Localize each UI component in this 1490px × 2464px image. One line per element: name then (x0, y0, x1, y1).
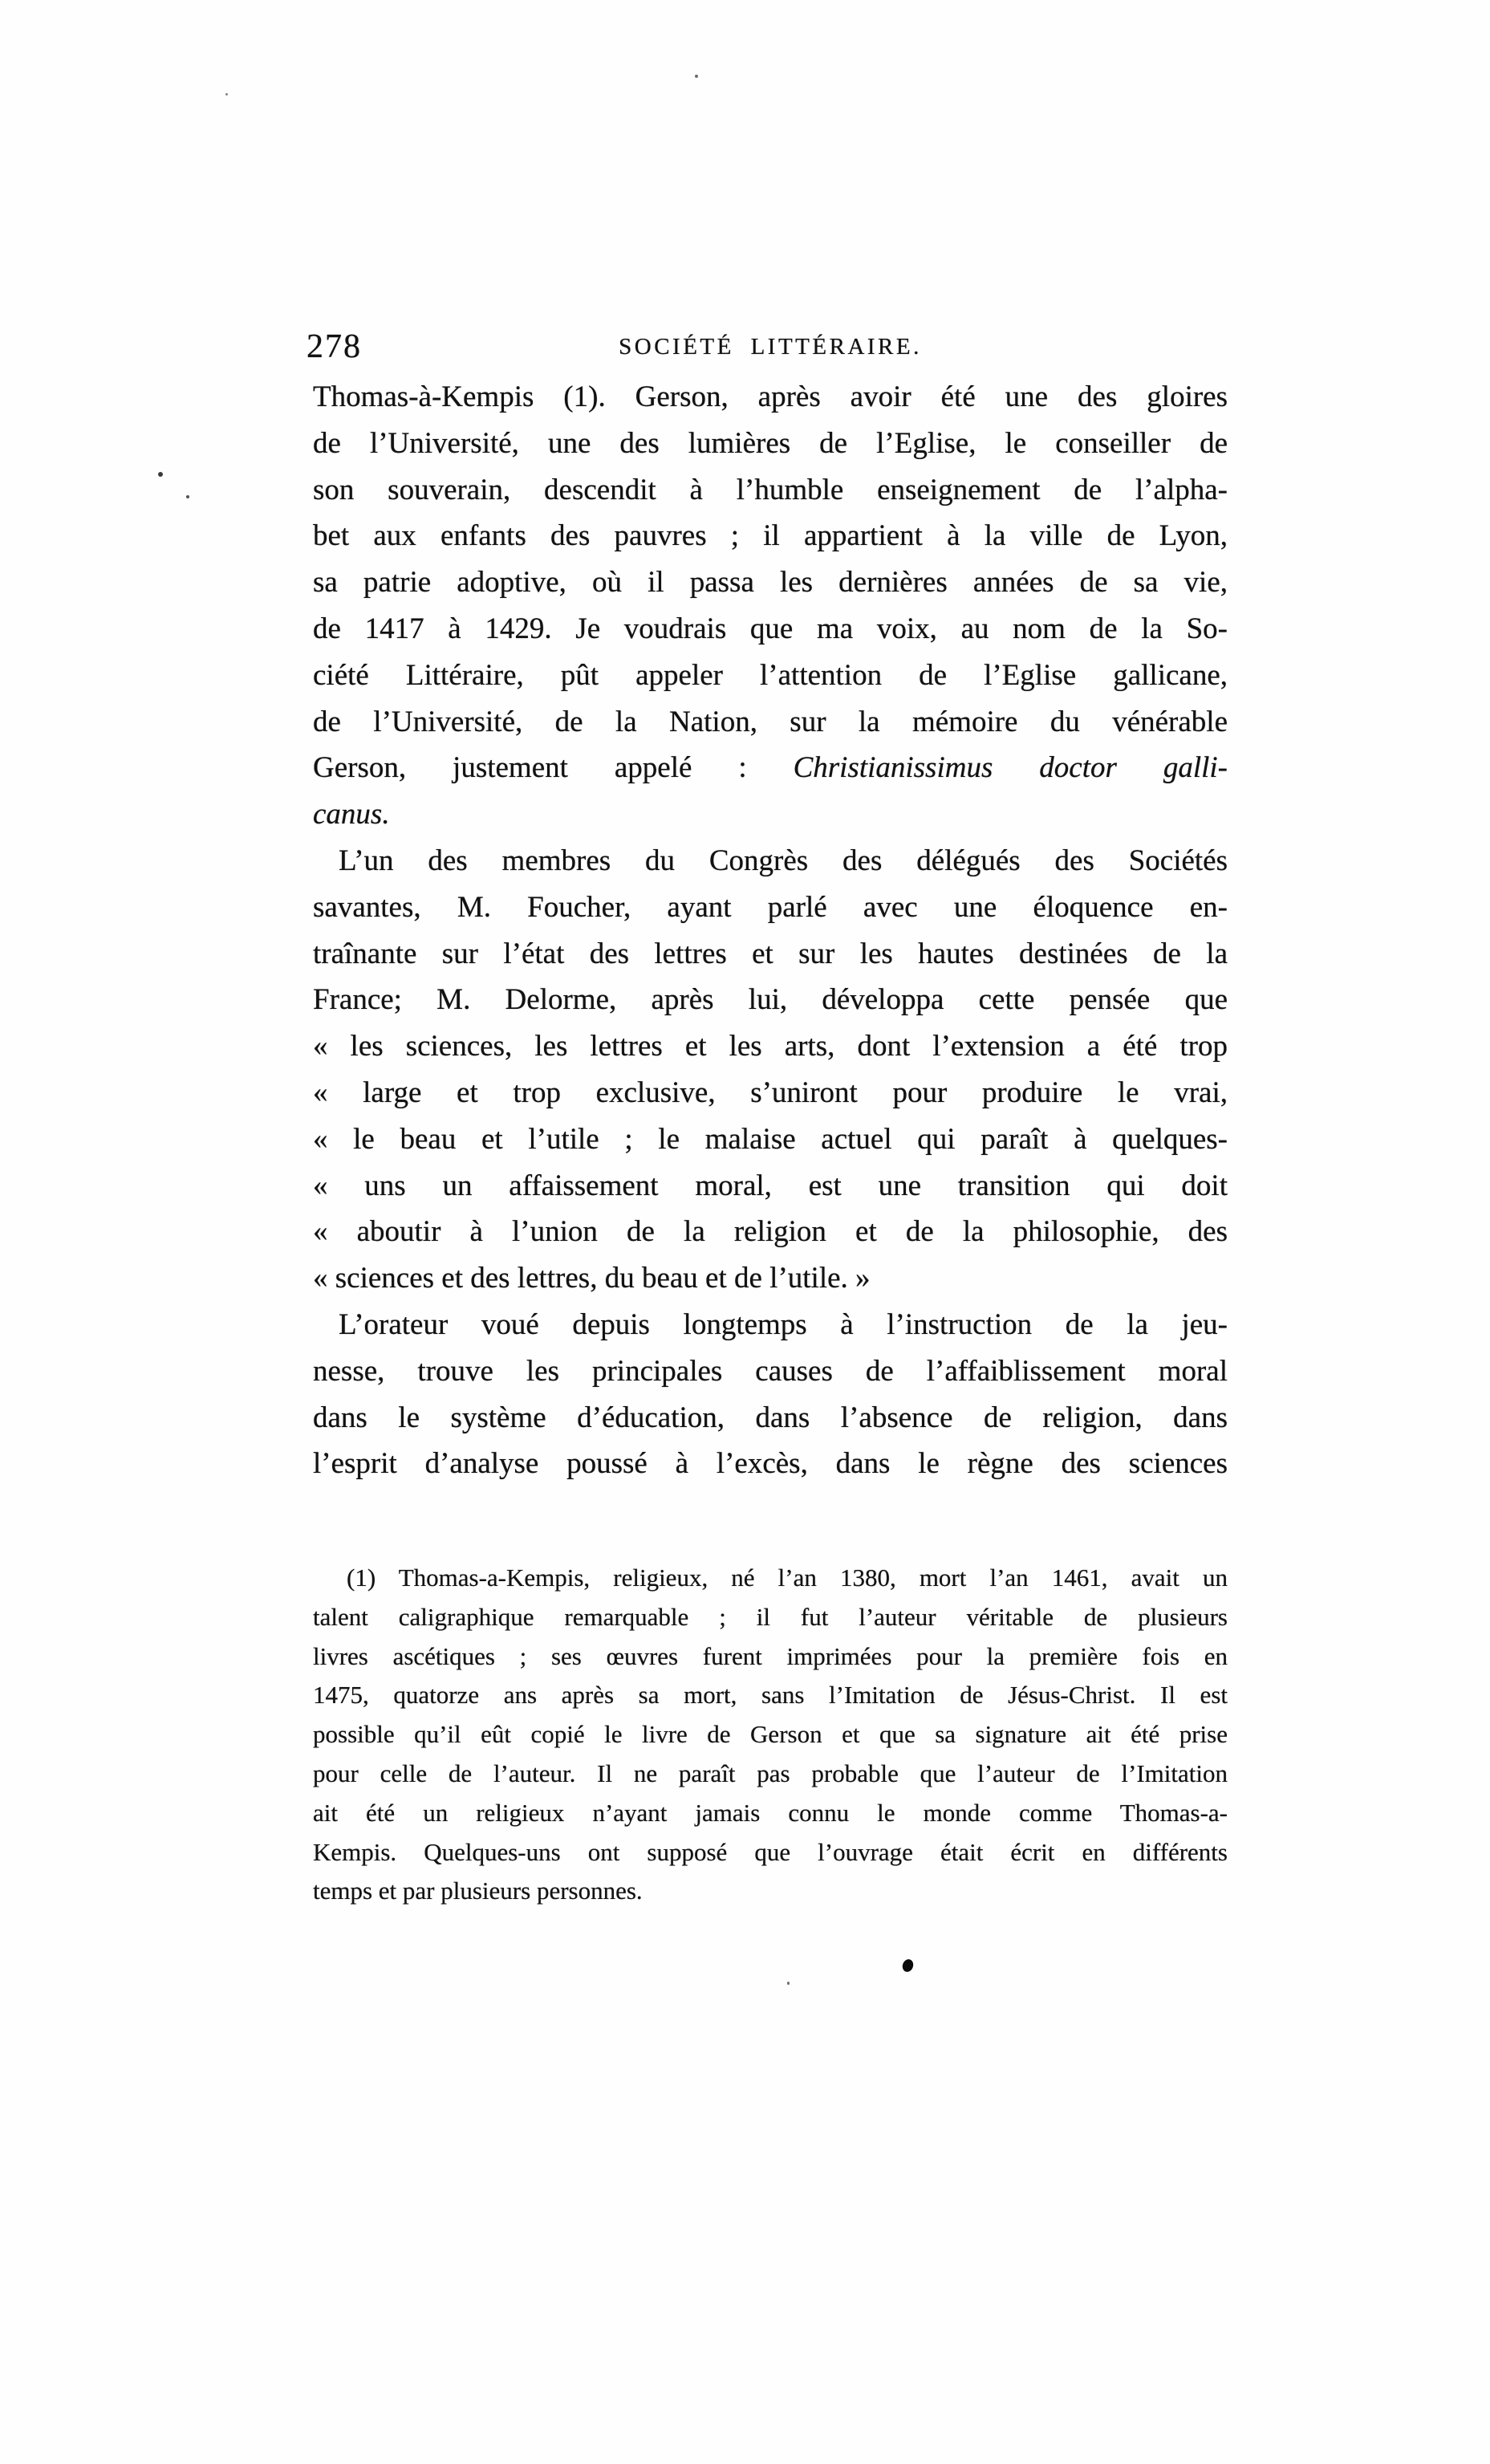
ink-speck (158, 472, 163, 477)
paragraph (313, 838, 1228, 1302)
text-line (313, 1302, 1228, 1348)
text-segment: nesse, trouve les principales causes de l’affaiblissement moral (313, 1354, 1228, 1388)
text-segment: sa patrie adoptive, où il passa les dernières années de sa vie, (313, 566, 1228, 600)
text-segment: Kempis. Quelques-uns ont supposé que l’ouvrage était écrit en différents (313, 1837, 1228, 1866)
text-segment: bet aux enfants des pauvres ; il appartient à la ville de Lyon, (313, 519, 1228, 553)
text-line (313, 1441, 1228, 1487)
text-line (313, 1637, 1228, 1677)
text-segment: talent caligraphique remarquable ; il fut l’auteur véritable de plusieurs (313, 1602, 1228, 1631)
text-line (313, 1255, 1228, 1302)
text-segment: possible qu’il eût copié le livre de Gerson et que sa signature ait été prise (313, 1720, 1228, 1749)
text-line (313, 467, 1228, 514)
ink-speck (695, 75, 698, 78)
text-line (313, 1070, 1228, 1116)
running-title: SOCIÉTÉ LITTÉRAIRE. (619, 334, 922, 360)
text-line (313, 1559, 1228, 1598)
text-segment: 1475, quatorze ans après sa mort, sans l’Imitation de Jésus-Christ. Il est (313, 1681, 1228, 1710)
text-line (313, 374, 1228, 421)
text-segment: temps et par plusieurs personnes. (313, 1876, 643, 1905)
text-segment: livres ascétiques ; ses œuvres furent imprimées pour la première fois en (313, 1641, 1228, 1670)
text-segment: traînante sur l’état des lettres et sur les hautes destinées de la (313, 937, 1228, 970)
text-segment: Gerson, justement appelé : (313, 751, 794, 785)
text-segment: l’esprit d’analyse poussé à l’excès, dans le règne des sciences (313, 1447, 1228, 1481)
text-segment: « uns un affaissement moral, est une transition qui doit (313, 1169, 1228, 1202)
text-segment: son souverain, descendit à l’humble enseignement de l’alpha- (313, 473, 1228, 506)
ink-speck (787, 1982, 790, 1985)
text-line (313, 838, 1228, 884)
text-segment: pour celle de l’auteur. Il ne paraît pas probable que l’auteur de l’Imitation (313, 1759, 1228, 1787)
text-line (313, 1872, 1228, 1911)
text-line (313, 1395, 1228, 1441)
italic-text: canus. (313, 798, 390, 831)
text-line (313, 1023, 1228, 1070)
text-line (313, 1116, 1228, 1163)
text-line (313, 1163, 1228, 1210)
ink-speck (186, 495, 189, 498)
text-segment: « large et trop exclusive, s’uniront pour produire le vrai, (313, 1075, 1228, 1109)
text-line (313, 1348, 1228, 1395)
text-segment: « les sciences, les lettres et les arts, dont l’extension a été trop (313, 1030, 1228, 1063)
ink-speck (225, 93, 228, 96)
ink-speck (901, 1958, 916, 1973)
text-line (313, 513, 1228, 559)
italic-text: Christianissimus doctor galli- (793, 751, 1228, 785)
text-segment: ait été un religieux n’ayant jamais connu le monde comme Thomas-a- (313, 1798, 1228, 1827)
text-line (313, 1715, 1228, 1754)
text-segment: de 1417 à 1429. Je voudrais que ma voix, au nom de la So- (313, 612, 1228, 645)
text-line (313, 1209, 1228, 1255)
text-line (313, 1676, 1228, 1715)
body-text (313, 374, 1228, 1487)
text-line (313, 931, 1228, 978)
text-line (313, 559, 1228, 606)
text-segment: L’orateur voué depuis longtemps à l’instruction de la jeu- (339, 1307, 1228, 1341)
page-header (307, 327, 1228, 369)
text-line (313, 1794, 1228, 1833)
text-line (313, 699, 1228, 746)
text-line (313, 884, 1228, 931)
text-line (313, 791, 1228, 838)
text-line (313, 977, 1228, 1023)
text-segment: dans le système d’éducation, dans l’absence de religion, dans (313, 1401, 1228, 1434)
text-line (313, 653, 1228, 699)
text-line (313, 1598, 1228, 1637)
footnote (313, 1559, 1228, 1911)
text-segment: L’un des membres du Congrès des délégués des Sociétés (339, 844, 1228, 877)
text-segment: Thomas-à-Kempis (1). Gerson, après avoir été une des gloires (313, 380, 1228, 413)
text-segment: « le beau et l’utile ; le malaise actuel qui paraît à quelques- (313, 1122, 1228, 1156)
text-line (313, 421, 1228, 467)
text-segment: savantes, M. Foucher, ayant parlé avec une éloquence en- (313, 890, 1228, 924)
text-segment: ciété Littéraire, pût appeler l’attention de l’Eglise gallicane, (313, 658, 1228, 692)
text-segment: « sciences et des lettres, du beau et de l’utile. » (313, 1262, 871, 1295)
paragraph (313, 374, 1228, 838)
text-segment: de l’Université, une des lumières de l’Eglise, le conseiller de (313, 426, 1228, 460)
text-line (313, 745, 1228, 791)
text-segment: de l’Université, de la Nation, sur la mémoire du vénérable (313, 705, 1228, 738)
text-line (313, 1833, 1228, 1872)
page-number: 278 (307, 328, 362, 365)
text-segment: (1) Thomas-a-Kempis, religieux, né l’an 1380, mort l’an 1461, avait un (347, 1563, 1228, 1592)
text-segment: « aboutir à l’union de la religion et de la philosophie, des (313, 1215, 1228, 1249)
text-line (313, 606, 1228, 653)
text-segment: France; M. Delorme, après lui, développa cette pensée que (313, 983, 1228, 1017)
text-line (313, 1754, 1228, 1794)
paragraph (313, 1302, 1228, 1487)
